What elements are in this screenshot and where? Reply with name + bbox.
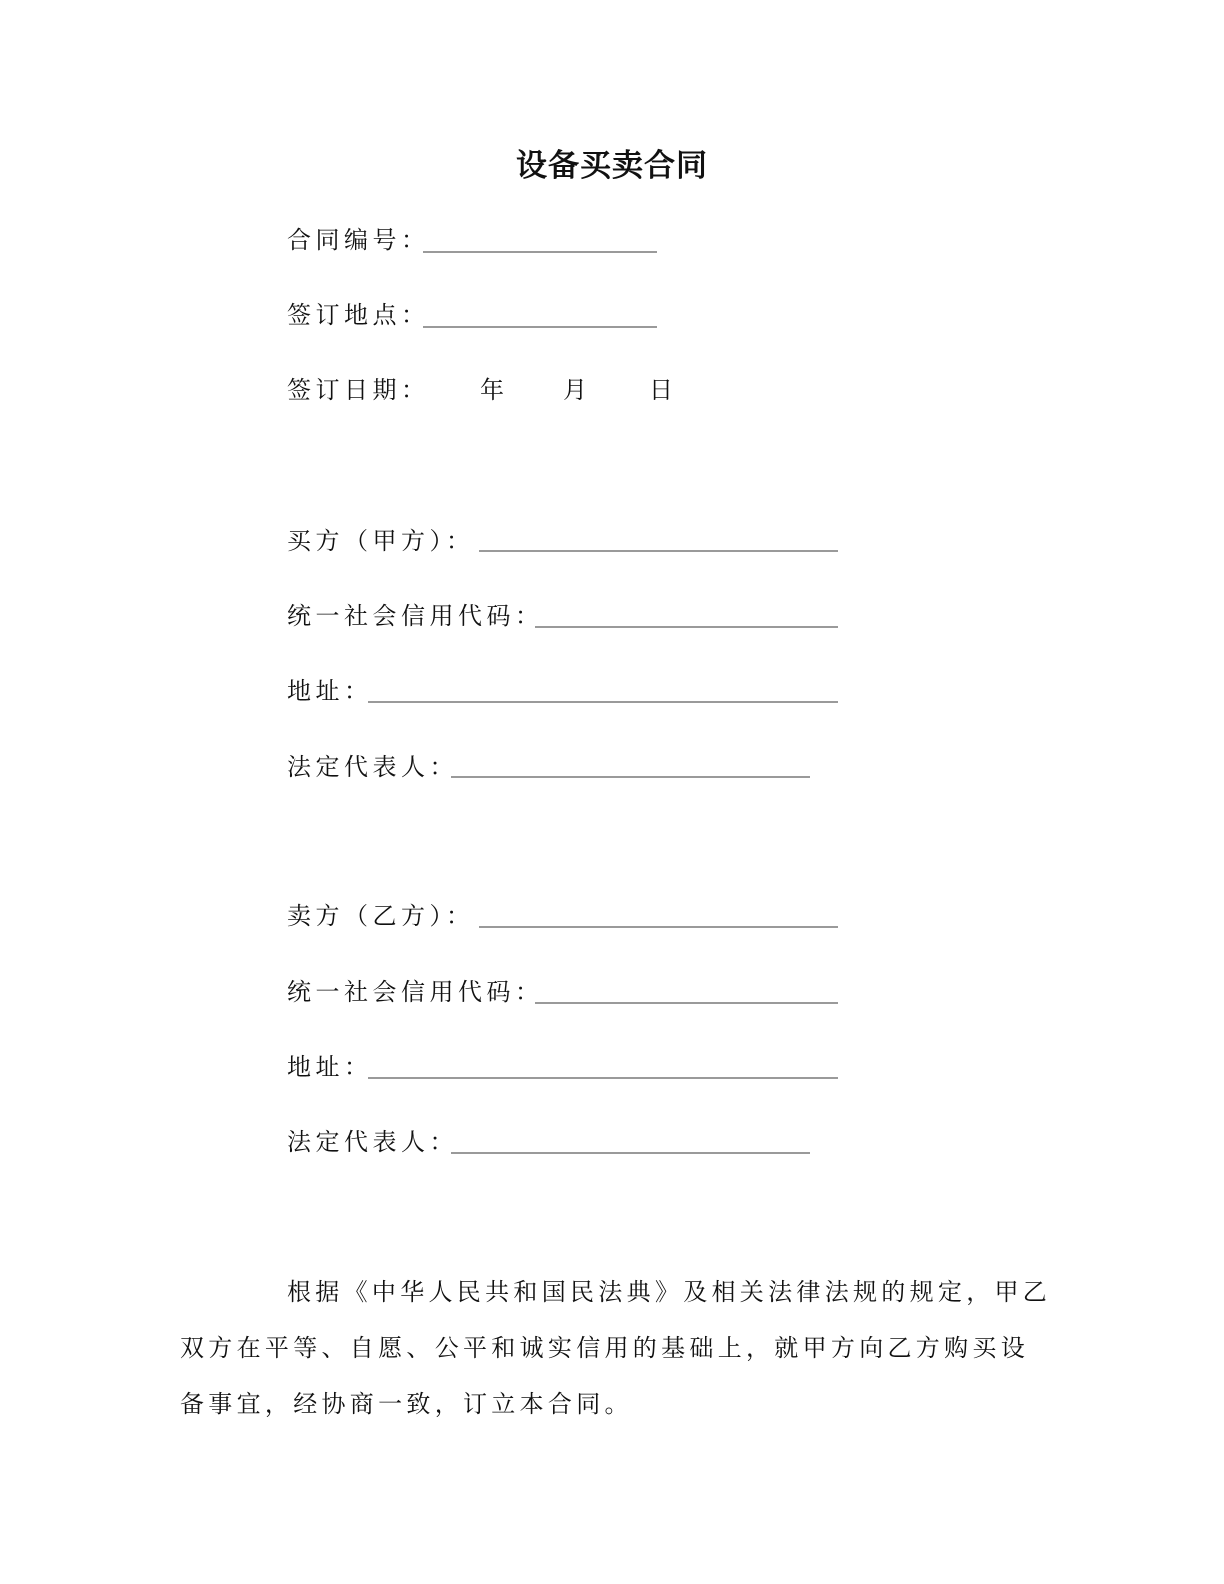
buyer-credit-code-label: 统一社会信用代码： [287, 602, 544, 630]
preamble-line-1: 根据《中华人民共和国民法典》及相关法律法规的规定，甲乙 [287, 1278, 1052, 1306]
seller-address-field[interactable] [368, 1077, 838, 1079]
year-unit: 年 [480, 376, 509, 404]
signing-place-row [287, 297, 430, 333]
seller-legal-rep-row [287, 1124, 458, 1160]
signing-date-label: 签订日期： [287, 376, 430, 404]
buyer-credit-code-field[interactable] [535, 626, 838, 628]
buyer-legal-rep-row [287, 749, 458, 785]
contract-number-row [287, 222, 430, 258]
buyer-address-field[interactable] [368, 701, 838, 703]
seller-credit-code-row [287, 974, 544, 1010]
preamble-line-3: 备事宜，经协商一致，订立本合同。 [180, 1390, 633, 1418]
seller-name-row [287, 898, 475, 934]
document-title: 设备买卖合同 [516, 148, 708, 184]
seller-credit-code-label: 统一社会信用代码： [287, 978, 544, 1006]
signing-place-field[interactable] [423, 326, 657, 328]
buyer-address-row [287, 673, 373, 709]
buyer-name-row [287, 523, 475, 559]
preamble-line-2: 双方在平等、自愿、公平和诚实信用的基础上，就甲方向乙方购买设 [180, 1334, 1029, 1362]
contract-number-field[interactable] [423, 251, 657, 253]
seller-legal-rep-field[interactable] [451, 1152, 810, 1154]
buyer-legal-rep-label: 法定代表人： [287, 753, 458, 781]
seller-address-label: 地址： [287, 1053, 373, 1081]
contract-number-label: 合同编号： [287, 226, 430, 254]
seller-address-row [287, 1049, 373, 1085]
seller-name-field[interactable] [479, 926, 838, 928]
buyer-credit-code-row [287, 598, 544, 634]
seller-credit-code-field[interactable] [535, 1002, 838, 1004]
buyer-name-field[interactable] [479, 550, 838, 552]
buyer-name-label: 买方（甲方）： [287, 527, 475, 555]
seller-name-label: 卖方（乙方）： [287, 902, 475, 930]
buyer-legal-rep-field[interactable] [451, 776, 810, 778]
day-unit: 日 [649, 376, 678, 404]
seller-legal-rep-label: 法定代表人： [287, 1128, 458, 1156]
signing-date-row [287, 372, 707, 408]
buyer-address-label: 地址： [287, 677, 373, 705]
month-unit: 月 [563, 376, 592, 404]
signing-place-label: 签订地点： [287, 301, 430, 329]
